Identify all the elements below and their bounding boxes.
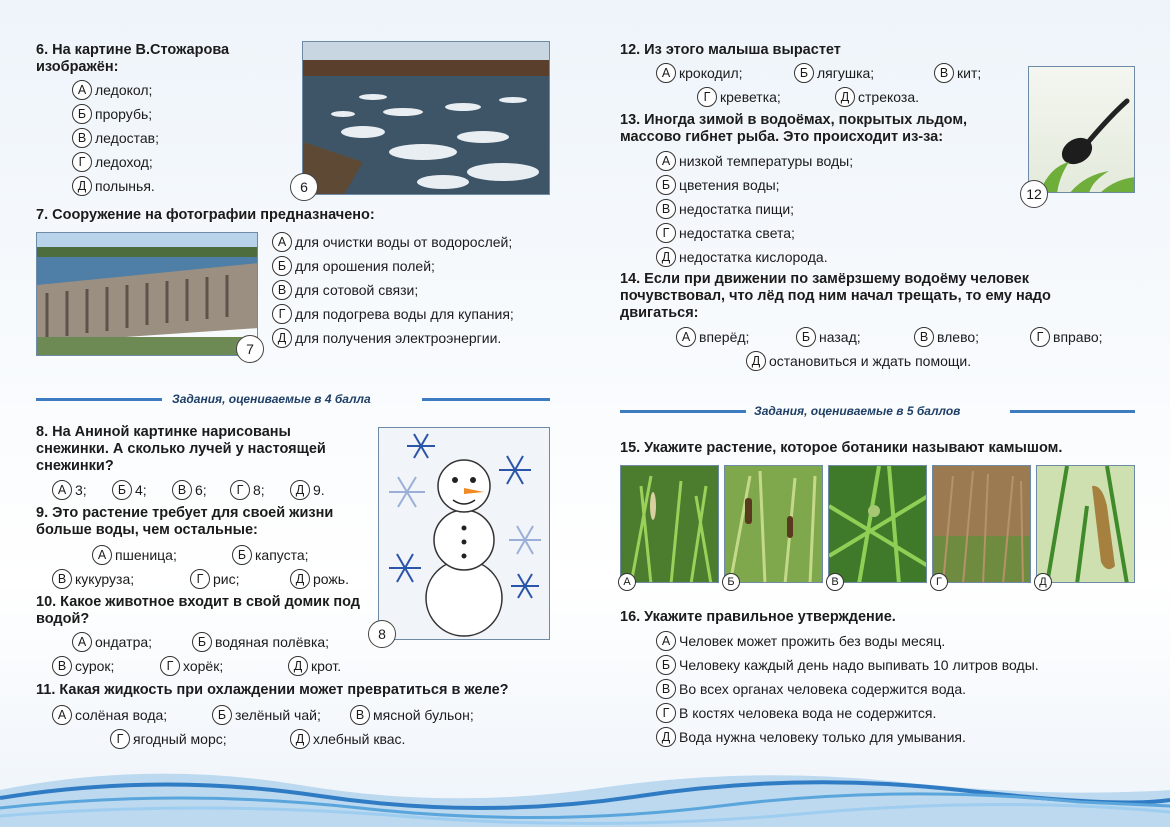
question-11-text: 11. Какая жидкость при охлаждении может превратиться в желе? — [36, 682, 509, 698]
q13-letter-c: В — [656, 199, 676, 219]
q7-option-e[interactable] — [272, 328, 501, 348]
q16-letter-d: Г — [656, 703, 676, 723]
plant-label-b: Б — [722, 573, 740, 591]
q13-option-c[interactable] — [656, 199, 794, 219]
tadpole-photo — [1028, 66, 1135, 193]
q13-option-a-text: низкой температуры воды; — [679, 153, 854, 169]
q9-letter-e: Д — [290, 569, 310, 589]
question-13-text: 13. Иногда зимой в водоёмах, покрытых льдом, массово гибнет рыба. Это происходит из-за: — [620, 112, 968, 145]
q10-option-e[interactable] — [288, 656, 341, 676]
q8-option-b-text: 4; — [135, 482, 147, 498]
q6-option-e[interactable] — [72, 176, 155, 196]
section-4-line-right — [422, 398, 550, 401]
question-8-text: 8. На Аниной картинке нарисованы снежинки. А сколько лучей у настоящей снежинки? — [36, 424, 326, 474]
q7-option-c-text: для сотовой связи; — [295, 282, 419, 298]
plant-photo-d[interactable] — [932, 465, 1031, 583]
q16-option-e-text: Вода нужна человеку только для умывания. — [679, 729, 966, 745]
q6-option-c-text: ледостав; — [95, 130, 159, 146]
q14-letter-e: Д — [746, 351, 766, 371]
q11-option-c[interactable] — [350, 705, 474, 725]
q12-option-a-text: крокодил; — [679, 65, 743, 81]
q16-option-c-text: Во всех органах человека содержится вода. — [679, 681, 967, 697]
q9-option-b-text: капуста; — [255, 547, 309, 563]
ice-drift-painting — [302, 41, 550, 195]
q8-letter-e: Д — [290, 480, 310, 500]
q9-letter-c: В — [52, 569, 72, 589]
image-number-7: 7 — [236, 335, 264, 363]
section-5-line-left — [620, 410, 746, 413]
q11-option-e-text: хлебный квас. — [313, 731, 406, 747]
q8-option-c[interactable] — [172, 480, 207, 500]
q16-option-b[interactable] — [656, 655, 1039, 675]
q14-option-d[interactable] — [1030, 327, 1103, 347]
question-12-text: 12. Из этого малыша вырастет — [620, 42, 841, 58]
q14-option-d-text: вправо; — [1053, 329, 1103, 345]
plant-photo-c[interactable] — [828, 465, 927, 583]
q7-option-b-text: для орошения полей; — [295, 258, 435, 274]
q10-option-a-text: ондатра; — [95, 634, 153, 650]
q11-option-a[interactable] — [52, 705, 167, 725]
q7-option-a[interactable] — [272, 232, 512, 252]
q9-option-a[interactable] — [92, 545, 177, 565]
q9-letter-a: А — [92, 545, 112, 565]
q10-option-d-text: хорёк; — [183, 658, 224, 674]
image-number-6: 6 — [290, 173, 318, 201]
q7-option-b[interactable] — [272, 256, 435, 276]
q6-letter-b: Б — [72, 104, 92, 124]
q14-option-c-text: влево; — [937, 329, 980, 345]
q13-option-c-text: недостатка пищи; — [679, 201, 795, 217]
q8-option-e-text: 9. — [313, 482, 325, 498]
q6-option-c[interactable] — [72, 128, 159, 148]
q10-option-c-text: сурок; — [75, 658, 115, 674]
question-15-text: 15. Укажите растение, которое ботаники называют камышом. — [620, 440, 1063, 456]
question-14-text: 14. Если при движении по замёрзшему водоёму человек почувствовал, что лёд под ним начал трещать, то ему надо двигаться: — [620, 271, 1051, 321]
q12-option-d[interactable] — [697, 87, 781, 107]
section-4-title: Задания, оцениваемые в 4 балла — [172, 392, 371, 406]
q13-letter-e: Д — [656, 247, 676, 267]
q11-option-c-text: мясной бульон; — [373, 707, 474, 723]
q13-option-b-text: цветения воды; — [679, 177, 780, 193]
q12-letter-a: А — [656, 63, 676, 83]
q10-letter-d: Г — [160, 656, 180, 676]
q11-letter-c: В — [350, 705, 370, 725]
q14-letter-a: А — [676, 327, 696, 347]
q16-option-d[interactable] — [656, 703, 936, 723]
q10-letter-b: Б — [192, 632, 212, 652]
q9-option-d-text: рис; — [213, 571, 240, 587]
section-4-line-left — [36, 398, 162, 401]
q6-letter-e: Д — [72, 176, 92, 196]
q12-letter-d: Г — [697, 87, 717, 107]
q9-option-d[interactable] — [190, 569, 240, 589]
q6-option-a[interactable] — [72, 80, 152, 100]
q14-letter-b: Б — [796, 327, 816, 347]
q12-option-a[interactable] — [656, 63, 743, 83]
q6-option-d[interactable] — [72, 152, 153, 172]
bottom-wave-decoration — [0, 760, 1170, 827]
q6-letter-c: В — [72, 128, 92, 148]
q7-option-d[interactable] — [272, 304, 514, 324]
q10-letter-a: А — [72, 632, 92, 652]
plant-label-a: А — [618, 573, 636, 591]
q12-letter-e: Д — [835, 87, 855, 107]
q8-letter-d: Г — [230, 480, 250, 500]
q6-option-d-text: ледоход; — [95, 154, 153, 170]
q16-option-e[interactable] — [656, 727, 966, 747]
q10-letter-c: В — [52, 656, 72, 676]
question-10-text: 10. Какое животное входит в свой домик под водой? — [36, 594, 360, 627]
q7-letter-e: Д — [272, 328, 292, 348]
q11-option-d[interactable] — [110, 729, 227, 749]
q16-option-d-text: В костях человека вода не содержится. — [679, 705, 937, 721]
q16-option-b-text: Человеку каждый день надо выпивать 10 литров воды. — [679, 657, 1039, 673]
q10-option-b-text: водяная полёвка; — [215, 634, 330, 650]
q9-option-a-text: пшеница; — [115, 547, 177, 563]
q14-letter-c: В — [914, 327, 934, 347]
q14-option-b[interactable] — [796, 327, 861, 347]
question-6-text: 6. На картине В.Стожарова изображён: — [36, 42, 230, 75]
q16-letter-e: Д — [656, 727, 676, 747]
q11-option-b[interactable] — [212, 705, 321, 725]
q6-letter-d: Г — [72, 152, 92, 172]
plant-photo-b[interactable] — [724, 465, 823, 583]
q6-letter-a: А — [72, 80, 92, 100]
question-16-text: 16. Укажите правильное утверждение. — [620, 609, 896, 625]
q7-option-a-text: для очистки воды от водорослей; — [295, 234, 513, 250]
q13-option-d-text: недостатка света; — [679, 225, 795, 241]
plant-photo-a[interactable] — [620, 465, 719, 583]
q11-option-e[interactable] — [290, 729, 405, 749]
image-number-8: 8 — [368, 620, 396, 648]
q13-letter-d: Г — [656, 223, 676, 243]
q14-option-c[interactable] — [914, 327, 979, 347]
q12-letter-c: В — [934, 63, 954, 83]
q8-option-c-text: 6; — [195, 482, 207, 498]
q12-option-b[interactable] — [794, 63, 874, 83]
q7-letter-d: Г — [272, 304, 292, 324]
q14-option-e[interactable] — [746, 351, 971, 371]
q14-option-b-text: назад; — [819, 329, 861, 345]
section-5-line-right — [1010, 410, 1135, 413]
q9-option-c[interactable] — [52, 569, 134, 589]
q16-letter-b: Б — [656, 655, 676, 675]
q7-letter-a: А — [272, 232, 292, 252]
q7-letter-c: В — [272, 280, 292, 300]
q11-option-a-text: солёная вода; — [75, 707, 168, 723]
q10-option-e-text: крот. — [311, 658, 342, 674]
q16-letter-c: В — [656, 679, 676, 699]
question-7-text: 7. Сооружение на фотографии предназначено: — [36, 207, 375, 223]
q6-option-b[interactable] — [72, 104, 152, 124]
q12-option-c-text: кит; — [957, 65, 982, 81]
q14-option-a-text: вперёд; — [699, 329, 750, 345]
q14-letter-d: Г — [1030, 327, 1050, 347]
q11-option-b-text: зелёный чай; — [235, 707, 321, 723]
q9-option-e[interactable] — [290, 569, 349, 589]
q12-option-b-text: лягушка; — [817, 65, 875, 81]
q13-option-d[interactable] — [656, 223, 795, 243]
q13-option-e-text: недостатка кислорода. — [679, 249, 828, 265]
plant-label-e: Д — [1034, 573, 1052, 591]
plant-label-d: Г — [930, 573, 948, 591]
q10-letter-e: Д — [288, 656, 308, 676]
q8-option-d[interactable] — [230, 480, 265, 500]
q11-letter-b: Б — [212, 705, 232, 725]
q9-letter-b: Б — [232, 545, 252, 565]
q16-letter-a: А — [656, 631, 676, 651]
q10-option-a[interactable] — [72, 632, 152, 652]
q13-option-b[interactable] — [656, 175, 780, 195]
q13-letter-a: А — [656, 151, 676, 171]
q9-option-c-text: кукуруза; — [75, 571, 135, 587]
q11-letter-d: Г — [110, 729, 130, 749]
q12-option-e-text: стрекоза. — [858, 89, 919, 105]
plant-photo-e[interactable] — [1036, 465, 1135, 583]
q8-letter-b: Б — [112, 480, 132, 500]
q6-option-e-text: полынья. — [95, 178, 155, 194]
plant-label-c: В — [826, 573, 844, 591]
q11-letter-a: А — [52, 705, 72, 725]
q12-option-e[interactable] — [835, 87, 919, 107]
q8-letter-a: А — [52, 480, 72, 500]
q6-option-b-text: прорубь; — [95, 106, 153, 122]
q8-option-a[interactable] — [52, 480, 87, 500]
q8-option-d-text: 8; — [253, 482, 265, 498]
dam-photo — [36, 232, 258, 356]
q13-option-e[interactable] — [656, 247, 828, 267]
image-number-12: 12 — [1020, 180, 1048, 208]
question-9-text: 9. Это растение требует для своей жизни больше воды, чем остальные: — [36, 505, 334, 538]
q7-option-c[interactable] — [272, 280, 418, 300]
q7-letter-b: Б — [272, 256, 292, 276]
q7-option-e-text: для получения электроэнергии. — [295, 330, 502, 346]
section-5-title: Задания, оцениваемые в 5 баллов — [754, 404, 961, 418]
q8-letter-c: В — [172, 480, 192, 500]
q8-option-a-text: 3; — [75, 482, 87, 498]
q12-letter-b: Б — [794, 63, 814, 83]
q13-option-a[interactable] — [656, 151, 853, 171]
q6-option-a-text: ледокол; — [95, 82, 153, 98]
q16-option-a-text: Человек может прожить без воды месяц. — [679, 633, 946, 649]
q8-option-e[interactable] — [290, 480, 325, 500]
q13-letter-b: Б — [656, 175, 676, 195]
q11-option-d-text: ягодный морс; — [133, 731, 227, 747]
q16-option-a[interactable] — [656, 631, 945, 651]
q10-option-b[interactable] — [192, 632, 329, 652]
q8-option-b[interactable] — [112, 480, 147, 500]
q11-letter-e: Д — [290, 729, 310, 749]
q10-option-d[interactable] — [160, 656, 223, 676]
q9-option-b[interactable] — [232, 545, 309, 565]
q12-option-d-text: креветка; — [720, 89, 781, 105]
snowman-drawing — [378, 427, 550, 640]
q14-option-e-text: остановиться и ждать помощи. — [769, 353, 972, 369]
q9-letter-d: Г — [190, 569, 210, 589]
q9-option-e-text: рожь. — [313, 571, 349, 587]
q14-option-a[interactable] — [676, 327, 749, 347]
q7-option-d-text: для подогрева воды для купания; — [295, 306, 514, 322]
q16-option-c[interactable] — [656, 679, 966, 699]
q10-option-c[interactable] — [52, 656, 114, 676]
q12-option-c[interactable] — [934, 63, 981, 83]
